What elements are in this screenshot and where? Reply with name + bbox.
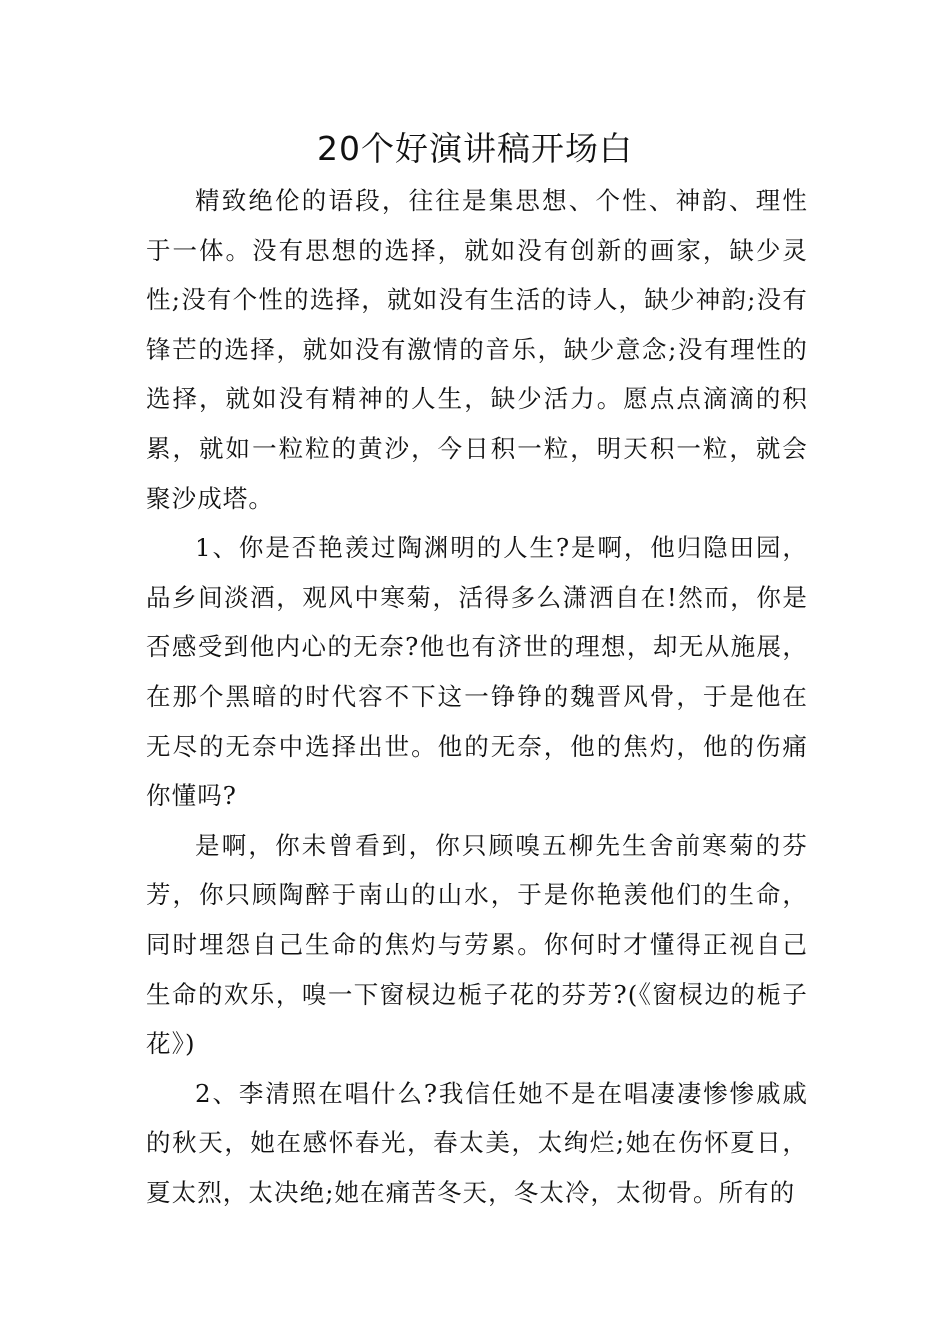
paragraph: 是啊，你未曾看到，你只顾嗅五柳先生舍前寒菊的芬芳，你只顾陶醉于南山的山水，于是你艳羡他们的生命，同时埋怨自己生命的焦灼与劳累。你何时才懂得正视自己生命的欢乐，嗅一下窗棂边栀子花的芬芳?(《窗棂边的栀子花》): [146, 830, 808, 1059]
paragraph: 1、你是否艳羡过陶渊明的人生?是啊，他归隐田园，品乡间淡酒，观风中寒菊，活得多么潇洒自在!然而，你是否感受到他内心的无奈?他也有济世的理想，却无从施展，在那个黑暗的时代容不下这一铮铮的魏晋风骨，于是他在无尽的无奈中选择出世。他的无奈，他的焦灼，他的伤痛你懂吗?: [146, 533, 808, 811]
paragraph: 精致绝伦的语段，往往是集思想、个性、神韵、理性于一体。没有思想的选择，就如没有创新的画家，缺少灵性;没有个性的选择，就如没有生活的诗人，缺少神韵;没有锋芒的选择，就如没有激情的音乐，缺少意念;没有理性的选择，就如没有精神的人生，缺少活力。愿点点滴滴的积累，就如一粒粒的黄沙，今日积一粒，明天积一粒，就会聚沙成塔。: [146, 186, 808, 513]
document-title: 20个好演讲稿开场白: [317, 129, 633, 168]
document-body: [146, 176, 808, 1217]
paragraph: 2、李清照在唱什么?我信任她不是在唱凄凄惨惨戚戚的秋天，她在感怀春光，春太美，太绚烂;她在伤怀夏日，夏太烈，太决绝;她在痛苦冬天，冬太冷，太彻骨。所有的: [146, 1078, 808, 1207]
